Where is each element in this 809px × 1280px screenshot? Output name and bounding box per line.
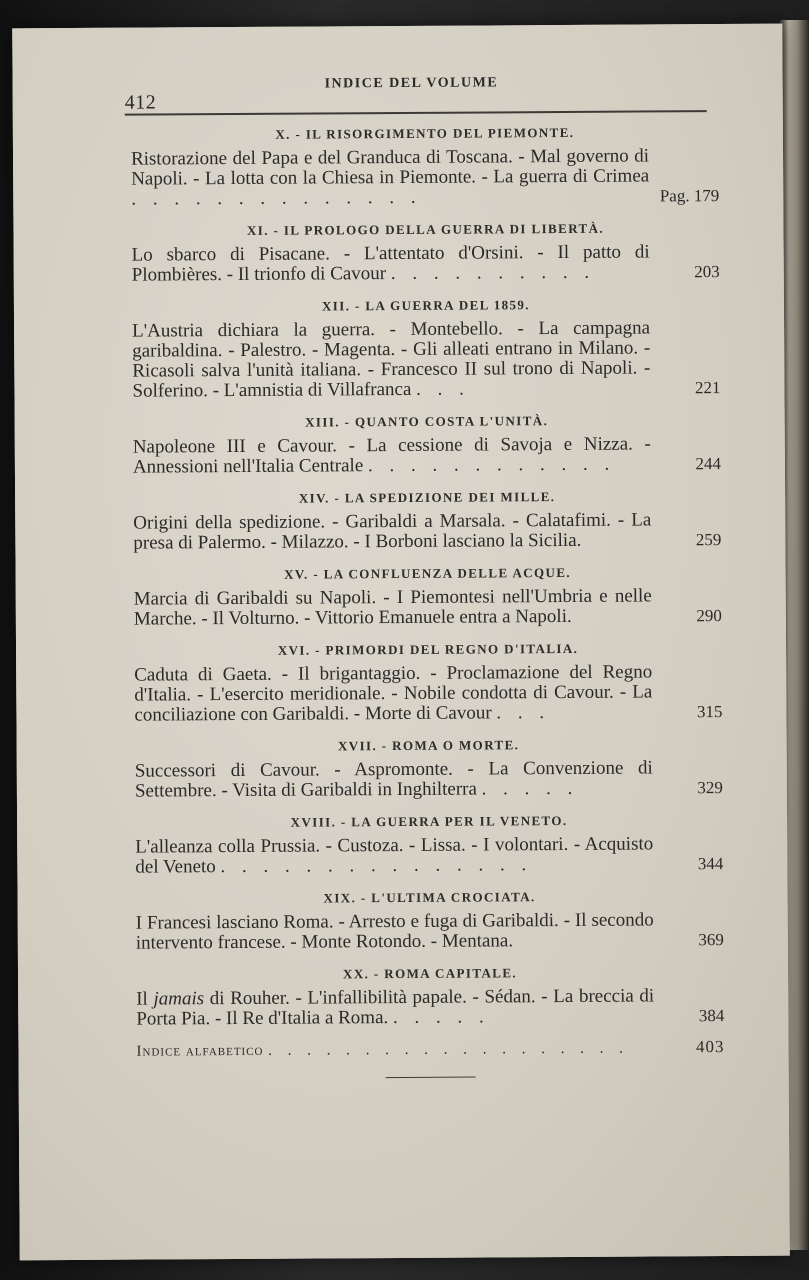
toc-section-11 xyxy=(131,220,719,286)
entry-text: Successori di Cavour. - Aspromonte. - La Convenzione di Settembre. - Visita di Garibaldi in Inghilterra xyxy=(134,757,653,802)
toc-section-13 xyxy=(133,412,721,478)
section-title: XV. - LA CONFLUENZA DELLE ACQUE. xyxy=(284,564,572,582)
index-entry xyxy=(136,1037,725,1061)
dot-leader: . . . . . . . . . . . . . . xyxy=(131,186,422,210)
entry-text-prefix: Il xyxy=(136,988,154,1010)
toc-section-17 xyxy=(135,736,723,802)
toc-entry xyxy=(136,910,724,954)
toc-section-16 xyxy=(134,640,722,726)
section-title: XVIII. - LA GUERRA PER IL VENETO. xyxy=(290,812,568,830)
toc-entry xyxy=(135,758,723,802)
page-number: 412 xyxy=(124,91,157,114)
index-label: Indice alfabetico xyxy=(136,1042,264,1060)
toc-section-18 xyxy=(135,812,723,878)
entry-text: Marcia di Garibaldi su Napoli. - I Piemontesi nell'Umbria e nelle Marche. - Il Volturno. - Vittorio Emanuele entra a Napoli. xyxy=(133,585,652,630)
section-title: XVII. - ROMA O MORTE. xyxy=(337,737,520,754)
dot-leader: . . . . . . . . . . . . . . . . . . . xyxy=(268,1040,630,1059)
toc-section-20 xyxy=(136,964,724,1030)
toc-section-10 xyxy=(131,124,719,210)
toc-entry xyxy=(132,242,720,286)
toc-entry xyxy=(133,510,721,554)
section-title: XVI. - PRIMORDI DEL REGNO D'ITALIA. xyxy=(277,640,579,658)
entry-text: I Francesi lasciano Roma. - Arresto e fuga di Garibaldi. - Il secondo intervento francese. - Monte Rotondo. - Mentana. xyxy=(135,909,654,954)
page-ref: 329 xyxy=(697,778,723,798)
dot-leader: . . . . . xyxy=(392,1006,490,1029)
entry-text: di Rouher. - L'infallibilità papale. - Sédan. - La breccia di Porta Pia. - Il Re d'Italia a Roma. xyxy=(136,985,655,1030)
dot-leader: . . . . . xyxy=(481,777,579,800)
section-title: X. - IL RISORGIMENTO DEL PIEMONTE. xyxy=(275,124,575,142)
toc-entry xyxy=(131,146,719,210)
book-page xyxy=(12,24,790,1261)
toc-entry xyxy=(134,662,722,726)
toc-entry xyxy=(133,434,721,478)
toc-entry xyxy=(136,986,724,1030)
entry-text: Ristorazione del Papa e del Granduca di Toscana. - Mal governo di Napoli. - La lotta con la Chiesa in Piemonte. - La guerra di Crimea xyxy=(130,145,650,190)
section-title: XII. - LA GUERRA DEL 1859. xyxy=(321,297,530,314)
section-title: XIX. - L'ULTIMA CROCIATA. xyxy=(323,889,536,906)
dot-leader: . . . . . . . . . . . . . . . xyxy=(220,854,533,878)
page-ref: 221 xyxy=(694,378,721,398)
running-title: INDICE DEL VOLUME xyxy=(324,75,499,92)
page-ref: 244 xyxy=(695,454,721,474)
page-ref: Pag. 179 xyxy=(659,186,720,206)
entry-text: L'Austria dichiara la guerra. - Montebello. - La campagna garibaldina. - Palestro. - Magenta. - Gli alleati entrano in Milano. - Ricasoli salva l'unità italiana. - Francesco II sul trono di Napoli. - Solferino. - L'amnistia di Villafranca xyxy=(132,317,651,402)
toc-entry xyxy=(134,586,722,630)
toc-entry xyxy=(132,318,720,402)
dot-leader: . . . . . . . . . . . . xyxy=(367,453,616,477)
page-ref: 290 xyxy=(696,606,722,626)
toc-entry xyxy=(135,834,723,878)
dot-leader: . . . xyxy=(416,378,470,400)
page-ref: 384 xyxy=(698,1006,725,1026)
section-title: XIV. - LA SPEDIZIONE DEI MILLE. xyxy=(298,489,556,506)
section-title: XIII. - QUANTO COSTA L'UNITÀ. xyxy=(305,413,549,430)
page-ref: 369 xyxy=(698,930,724,950)
entry-text: Napoleone III e Cavour. - La cessione di Savoja e Nizza. - Annessioni nell'Italia Centrale xyxy=(132,433,651,478)
page-ref: 403 xyxy=(695,1037,725,1057)
entry-text-italic: jamais xyxy=(153,988,205,1010)
dot-leader: . . . . . . . . . . xyxy=(390,261,596,285)
dot-leader: . . . xyxy=(496,702,551,724)
table-of-contents xyxy=(131,124,725,1080)
end-rule xyxy=(386,1077,476,1079)
entry-text: Caduta di Gaeta. - Il brigantaggio. - Proclamazione del Regno d'Italia. - L'esercito meridionale. - Nobile condotta di Cavour. - La conciliazione con Garibaldi. - Morte di Cavour xyxy=(134,661,653,726)
page-ref: 344 xyxy=(697,854,724,874)
page-ref: 315 xyxy=(696,702,723,722)
page-ref: 203 xyxy=(694,262,720,282)
entry-text: Lo sbarco di Pisacane. - L'attentato d'Orsini. - Il patto di Plombières. - Il trionfo di Cavour xyxy=(131,241,650,286)
toc-section-12 xyxy=(132,296,721,402)
toc-section-14 xyxy=(133,488,721,554)
entry-text: L'alleanza colla Prussia. - Custoza. - Lissa. - I volontari. - Acquisto del Veneto xyxy=(135,833,654,878)
page-ref: 259 xyxy=(695,530,722,550)
section-title: XI. - IL PROLOGO DELLA GUERRA DI LIBERTÀ. xyxy=(246,220,605,238)
section-title: XX. - ROMA CAPITALE. xyxy=(342,965,518,982)
toc-section-19 xyxy=(136,888,724,954)
entry-text: Origini della spedizione. - Garibaldi a Marsala. - Calatafimi. - La presa di Palermo. - Milazzo. - I Borboni lasciano la Sicilia. xyxy=(133,509,652,554)
toc-section-15 xyxy=(134,564,722,630)
